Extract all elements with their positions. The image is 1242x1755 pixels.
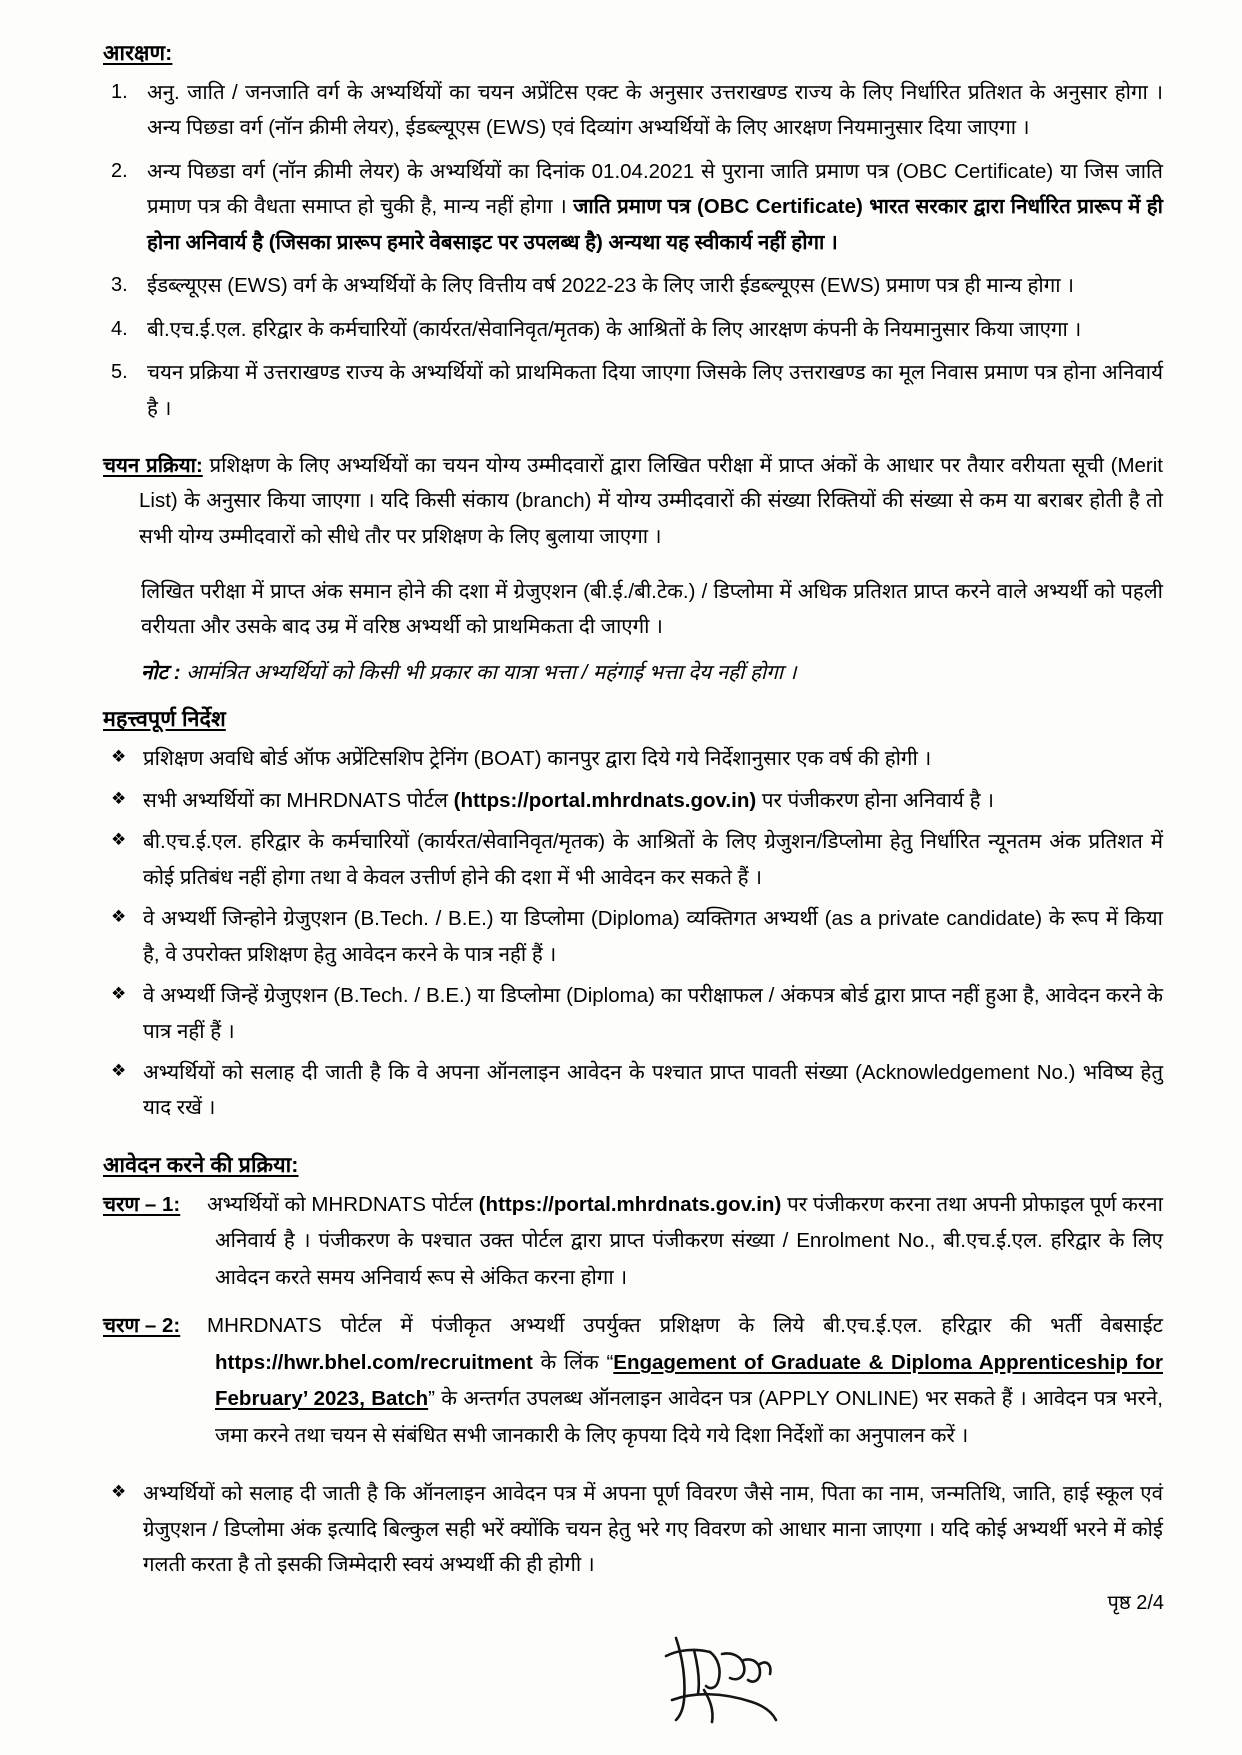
step-2-text-1: MHRDNATS पोर्टल में पंजीकृत अभ्यर्थी उपर्युक्त प्रशिक्षण के लिये बी.एच.ई.एल. हरिद्वार की भर्ती वेबसाईट <box>207 1314 1163 1338</box>
list-item <box>103 783 1163 818</box>
diamond-bullet-icon: ❖ <box>111 1482 127 1502</box>
document-body <box>103 38 1163 1589</box>
list-item <box>103 741 1163 776</box>
travel-allowance-note <box>103 658 1163 686</box>
selection-process-paragraph <box>103 448 1163 554</box>
merit-tiebreak-paragraph <box>103 574 1163 645</box>
list-item-text: वे अभ्यर्थी जिन्होने ग्रेजुएशन (B.Tech. / B.E.) या डिप्लोमा (Diploma) व्यक्तिगत अभ्यर्थी (as a private candidate) के रूप में किया है, वे उपरोक्त प्रशिक्षण हेतु आवेदन करने के पात्र नहीं हैं । <box>143 907 1163 966</box>
note-label: नोट : <box>141 661 181 685</box>
mhrdnats-portal-url[interactable]: (https://portal.mhrdnats.gov.in) <box>453 788 757 812</box>
merit-tiebreak-text: लिखित परीक्षा में प्राप्त अंक समान होने की दशा में ग्रेजुएशन (बी.ई./बी.टेक.) / डिप्लोमा में अधिक प्रतिशत प्राप्त करने वाले अभ्यर्थी को पहली वरीयता और उसके बाद उम्र में वरिष्ठ अभ्यर्थी को प्राथमिकता दी जाएगी । <box>141 579 1163 639</box>
list-item-text: सभी अभ्यर्थियों का MHRDNATS पोर्टल <box>143 788 454 812</box>
step-1-label: चरण – 1: <box>103 1192 181 1216</box>
step-1-text-1: अभ्यर्थियों को MHRDNATS पोर्टल <box>207 1192 479 1216</box>
list-item-text: वे अभ्यर्थी जिन्हें ग्रेजुएशन (B.Tech. / B.E.) या डिप्लोमा (Diploma) का परीक्षाफल / अंकपत्र बोर्ड द्वारा प्राप्त नहीं हुआ है, आवेदन करने के पात्र नहीं हैं । <box>143 984 1163 1043</box>
reservation-heading: आरक्षण: <box>103 41 173 65</box>
list-item <box>103 1476 1163 1582</box>
list-item-text: ईडब्ल्यूएस (EWS) वर्ग के अभ्यर्थियों के लिए वित्तीय वर्ष 2022-23 के लिए जारी ईडब्ल्यूएस (EWS) प्रमाण पत्र ही मान्य होगा । <box>147 274 1075 298</box>
application-step-2 <box>103 1308 1163 1454</box>
step-2-text-3: ” के अन्तर्गत उपलब्ध ऑनलाइन आवेदन पत्र (APPLY ONLINE) भर सकते हैं । आवेदन पत्र भरने, जमा करने तथा चयन से संबंधित सभी जानकारी के लिए कृपया दिये गये दिशा निर्देशों का अनुपालन करें । <box>215 1387 1163 1447</box>
list-item-text-tail: पर पंजीकरण होना अनिवार्य है । <box>756 788 994 812</box>
list-item-text: अन्य पिछडा वर्ग (नॉन क्रीमी लेयर) के अभ्यर्थियों का दिनांक 01.04.2021 से पुराना जाति प्रमाण पत्र (OBC Certificate) या जिस जाति प्रमाण पत्र की वैधता समाप्त हो चुकी है, मान्य नहीं होगा । <box>147 159 1163 219</box>
selection-process-heading: चयन प्रक्रिया: <box>103 454 203 478</box>
list-item <box>103 154 1163 260</box>
list-item <box>103 901 1163 972</box>
page-number-footer: पृष्ठ 2/4 <box>1107 1592 1164 1614</box>
mhrdnats-portal-url[interactable]: (https://portal.mhrdnats.gov.in) <box>478 1192 782 1216</box>
important-instructions-list <box>103 741 1163 1126</box>
list-marker: 3. <box>111 274 128 297</box>
diamond-bullet-icon: ❖ <box>111 984 127 1004</box>
list-item <box>103 824 1163 895</box>
list-marker: 1. <box>111 81 128 103</box>
diamond-bullet-icon: ❖ <box>111 830 127 850</box>
list-item <box>103 355 1163 426</box>
list-item-text: अभ्यर्थियों को सलाह दी जाती है कि ऑनलाइन आवेदन पत्र में अपना पूर्ण विवरण जैसे नाम, पिता का नाम, जन्मतिथि, जाति, हाई स्कूल एवं ग्रेजुएशन / डिप्लोमा अंक इत्यादि बिल्कुल सही भरें क्योंकि चयन हेतु भरे गए विवरण को आधार माना जाएगा । यदि कोई अभ्यर्थी भरने में कोई गलती करता है तो इसकी जिम्मेदारी स्वयं अभ्यर्थी की ही होगी । <box>143 1482 1163 1577</box>
list-marker: 4. <box>111 317 128 340</box>
diamond-bullet-icon: ❖ <box>111 1060 127 1080</box>
step-2-text-2: के लिंक “ <box>532 1350 614 1374</box>
list-item-text: बी.एच.ई.एल. हरिद्वार के कर्मचारियों (कार्यरत/सेवानिवृत/मृतक) के आश्रितों के लिए ग्रेजुशन/डिप्लोमा हेतु निर्धारित न्यूनतम अंक प्रतिशत में कोई प्रतिबंध नहीं होगा तथा वे केवल उत्तीर्ण होने की दशा में भी आवेदन कर सकते हैं । <box>143 830 1163 889</box>
list-item <box>103 75 1163 146</box>
list-item-text: अभ्यर्थियों को सलाह दी जाती है कि वे अपना ऑनलाइन आवेदन के पश्चात प्राप्त पावती संख्या (Acknowledgement No.) भविष्य हेतु याद रखें । <box>143 1060 1163 1120</box>
list-item <box>103 978 1163 1049</box>
list-marker: 2. <box>111 159 128 182</box>
diamond-bullet-icon: ❖ <box>111 907 127 927</box>
note-text: आमंत्रित अभ्यर्थियों को किसी भी प्रकार का यात्रा भत्ता / महंगाई भत्ता देय नहीं होगा । <box>180 661 797 685</box>
application-process-section <box>103 1150 1163 1185</box>
handwritten-signature <box>660 1630 810 1730</box>
step-1-text-2: पर पंजीकरण करना तथा अपनी प्रोफाइल पूर्ण करना अनिवार्य है । पंजीकरण के पश्चात उक्त पोर्टल द्वारा प्राप्त पंजीकरण संख्या / Enrolment No., बी.एच.ई.एल. हरिद्वार के लिए आवेदन करते समय अनिवार्य रूप से अंकित करना होगा । <box>215 1192 1163 1289</box>
diamond-bullet-icon: ❖ <box>111 747 127 767</box>
application-process-note-list <box>103 1476 1163 1582</box>
list-item <box>103 1055 1163 1126</box>
reservation-section <box>103 38 1163 73</box>
diamond-bullet-icon: ❖ <box>111 788 127 808</box>
list-item <box>103 312 1163 347</box>
list-item <box>103 268 1163 303</box>
application-step-1 <box>103 1187 1163 1296</box>
selection-process-text: प्रशिक्षण के लिए अभ्यर्थियों का चयन योग्य उम्मीदवारों द्वारा लिखित परीक्षा में प्राप्त अंकों के आधार पर तैयार वरीयता सूची (Merit List) के अनुसार किया जाएगा । यदि किसी संकाय (branch) में योग्य उम्मीदवारों की संख्या रिक्तियों की संख्या से कम या बराबर होती है तो सभी योग्य उम्मीदवारों को सीधे तौर पर प्रशिक्षण के लिए बुलाया जाएगा । <box>139 454 1163 548</box>
list-item-text: अनु. जाति / जनजाति वर्ग के अभ्यर्थियों का चयन अप्रेंटिस एक्ट के अनुसार उत्तराखण्ड राज्य के लिए निर्धारित प्रतिशत के अनुसार होगा । अन्य पिछडा वर्ग (नॉन क्रीमी लेयर), ईडब्ल्यूएस (EWS) एवं दिव्यांग अभ्यर्थियों के लिए आरक्षण नियमानुसार दिया जाएगा । <box>147 81 1163 140</box>
bhel-recruitment-url[interactable]: https://hwr.bhel.com/recruitment <box>215 1350 533 1374</box>
list-item-text: बी.एच.ई.एल. हरिद्वार के कर्मचारियों (कार्यरत/सेवानिवृत/मृतक) के आश्रितों के लिए आरक्षण कंपनी के नियमानुसार किया जाएगा । <box>147 317 1082 341</box>
reservation-list <box>103 75 1163 426</box>
important-instructions-section <box>103 704 1163 739</box>
application-process-heading: आवेदन करने की प्रक्रिया: <box>103 1152 299 1177</box>
engagement-link-label[interactable]: Engagement of Graduate & Diploma Apprenticeship for February’ 2023, Batch <box>215 1350 1163 1411</box>
list-item-text: प्रशिक्षण अवधि बोर्ड ऑफ अप्रेंटिसशिप ट्रेनिंग (BOAT) कानपुर द्वारा दिये गये निर्देशानुसार एक वर्ष की होगी । <box>143 747 932 771</box>
list-marker: 5. <box>111 361 128 384</box>
important-instructions-heading: महत्त्वपूर्ण निर्देश <box>103 707 226 732</box>
list-item-text-emphasis: जाति प्रमाण पत्र (OBC Certificate) भारत सरकार द्वारा निर्धारित प्रारूप में ही होना अनिवार्य है (जिसका प्रारूप हमारे वेबसाइट पर उपलब्ध है) अन्यथा यह स्वीकार्य नहीं होगा । <box>147 195 1163 254</box>
list-item-text: चयन प्रक्रिया में उत्तराखण्ड राज्य के अभ्यर्थियों को प्राथमिकता दिया जाएगा जिसके लिए उत्तराखण्ड का मूल निवास प्रमाण पत्र होना अनिवार्य है । <box>147 361 1163 420</box>
step-2-label: चरण – 2: <box>103 1314 181 1338</box>
